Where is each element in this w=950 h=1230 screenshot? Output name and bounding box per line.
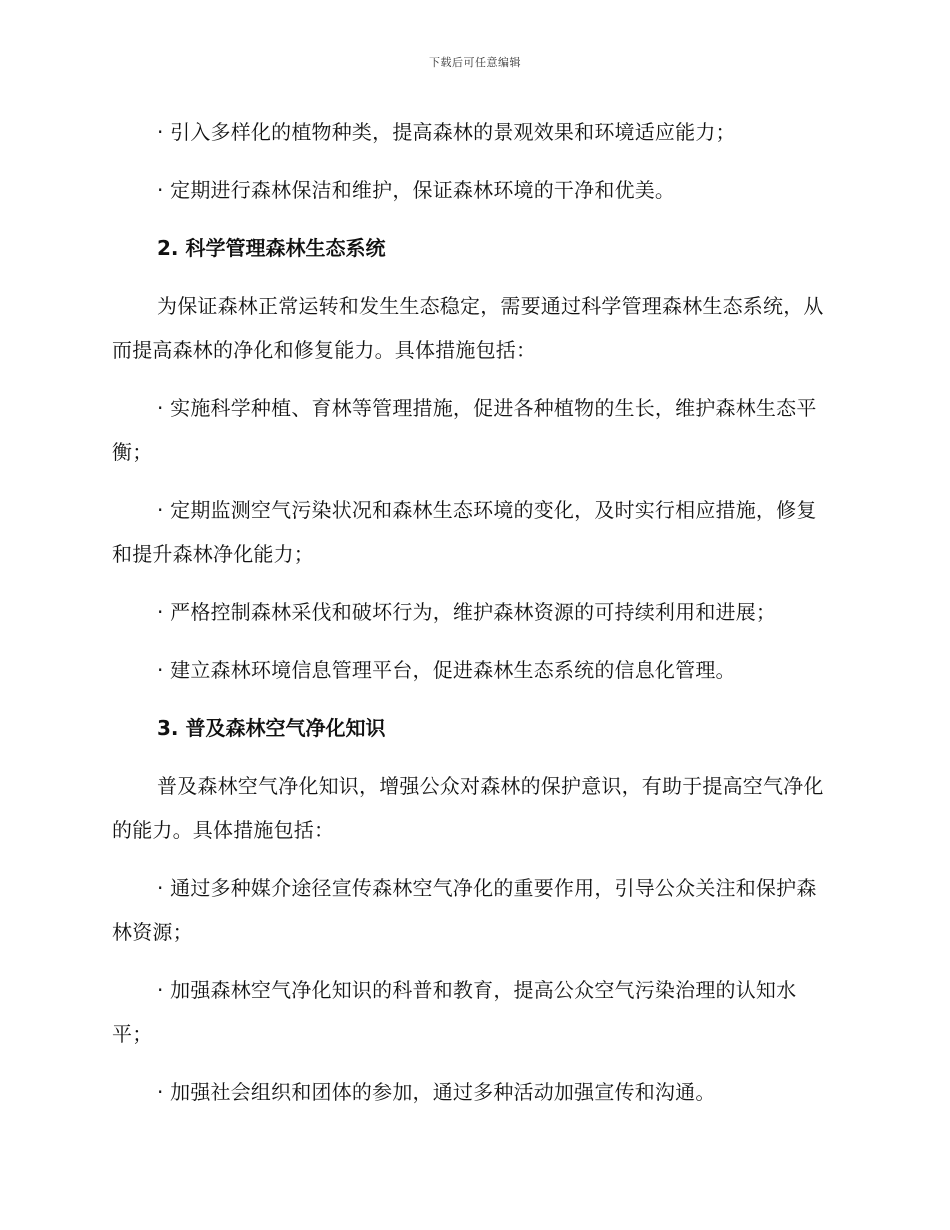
body-paragraph: 为保证森林正常运转和发生生态稳定，需要通过科学管理森林生态系统，从而提高森林的净化和修复能力。具体措施包括：	[112, 294, 824, 362]
bullet-paragraph: · 加强社会组织和团体的参加，通过多种活动加强宣传和沟通。	[157, 1080, 716, 1104]
page-header: 下载后可任意编辑	[429, 56, 521, 69]
document-body	[112, 110, 832, 1114]
bullet-paragraph: · 定期监测空气污染状况和森林生态环境的变化，及时实行相应措施，修复和提升森林净化能力；	[112, 498, 817, 566]
bullet-paragraph: · 实施科学种植、育林等管理措施，促进各种植物的生长，维护森林生态平衡；	[112, 396, 817, 464]
section-heading: 2. 科学管理森林生态系统	[157, 236, 386, 260]
bullet-paragraph: · 引入多样化的植物种类，提高森林的景观效果和环境适应能力；	[157, 120, 736, 144]
bullet-paragraph: · 定期进行森林保洁和维护，保证森林环境的干净和优美。	[157, 178, 676, 202]
bullet-paragraph: · 建立森林环境信息管理平台，促进森林生态系统的信息化管理。	[157, 658, 736, 682]
bullet-paragraph: · 严格控制森林采伐和破坏行为，维护森林资源的可持续利用和进展；	[157, 600, 777, 624]
bullet-paragraph: · 通过多种媒介途径宣传森林空气净化的重要作用，引导公众关注和保护森林资源；	[112, 876, 817, 944]
body-paragraph: 普及森林空气净化知识，增强公众对森林的保护意识，有助于提高空气净化的能力。具体措施包括：	[112, 774, 824, 842]
section-heading: 3. 普及森林空气净化知识	[157, 716, 386, 740]
bullet-paragraph: · 加强森林空气净化知识的科普和教育，提高公众空气污染治理的认知水平；	[112, 978, 797, 1046]
